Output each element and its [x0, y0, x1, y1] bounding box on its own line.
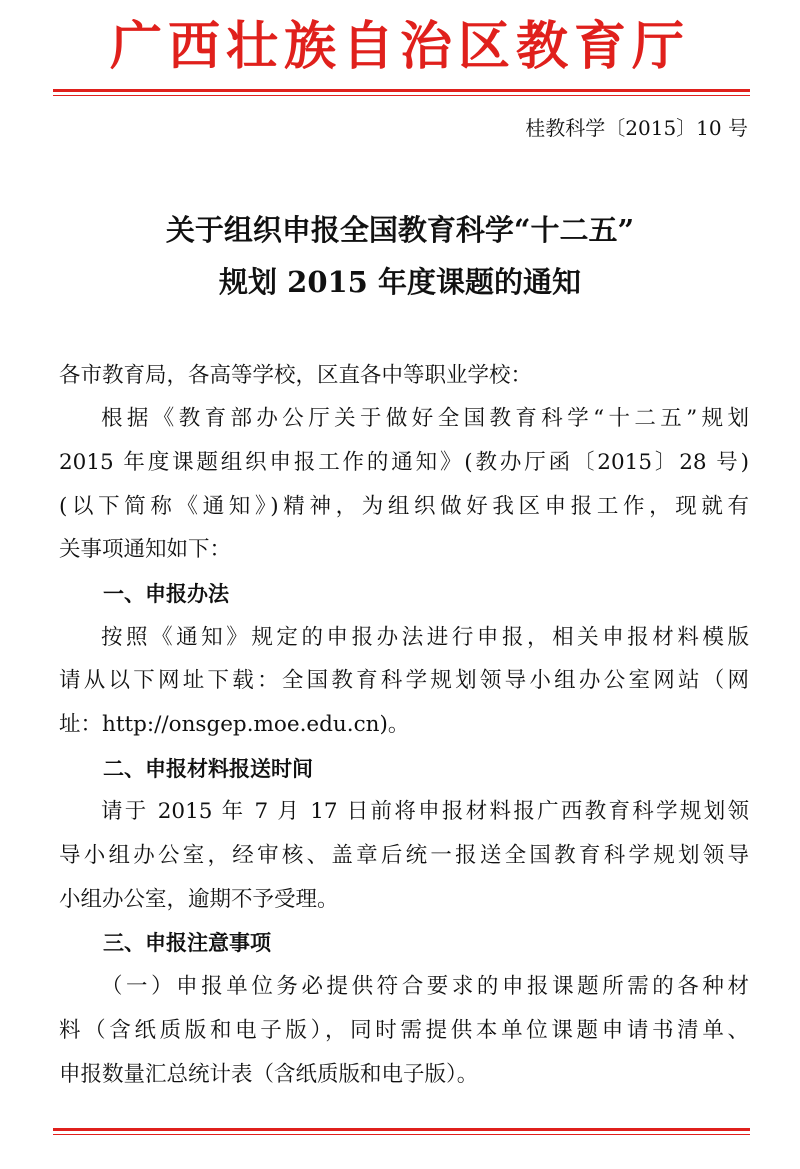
section-1-heading: 一、申报办法	[103, 582, 229, 606]
footer-red-rule-thick	[53, 1128, 750, 1131]
issuing-organization-title: 广西壮族自治区教育厅	[109, 16, 690, 77]
footer-red-rule-thin	[53, 1134, 750, 1135]
section-2-line-3: 小组办公室，逾期不予受理。	[59, 887, 339, 912]
section-3-line-1: （一）申报单位务必提供符合要求的申报课题所需的各种材	[101, 974, 749, 999]
intro-line-3: (以下简称《通知》)精神，为组织做好我区申报工作，现就有	[59, 494, 749, 519]
section-2-line-2: 导小组办公室，经审核、盖章后统一报送全国教育科学规划领导	[59, 843, 749, 868]
header-red-rule-thin	[53, 95, 750, 96]
document-title-line-2: 规划 2015 年度课题的通知	[219, 265, 581, 299]
section-3-line-3: 申报数量汇总统计表（含纸质版和电子版）。	[59, 1062, 479, 1087]
section-3-line-2: 料（含纸质版和电子版），同时需提供本单位课题申请书清单、	[59, 1018, 749, 1043]
section-1-line-3: 址：http://onsgep.moe.edu.cn)。	[59, 712, 410, 737]
document-number: 桂教科学〔2015〕10 号	[525, 116, 748, 140]
intro-line-4: 关事项通知如下：	[59, 537, 232, 562]
section-2-heading: 二、申报材料报送时间	[103, 757, 313, 781]
section-2-line-1: 请于 2015 年 7 月 17 日前将申报材料报广西教育科学规划领	[101, 799, 749, 824]
intro-line-1: 根据《教育部办公厅关于做好全国教育科学“十二五”规划	[101, 406, 749, 431]
header-red-rule-thick	[53, 89, 750, 92]
intro-line-2: 2015 年度课题组织申报工作的通知》(教办厅函〔2015〕28 号)	[59, 450, 749, 475]
section-3-heading: 三、申报注意事项	[103, 931, 271, 955]
section-1-line-1: 按照《通知》规定的申报办法进行申报，相关申报材料模版	[101, 625, 749, 650]
salutation: 各市教育局，各高等学校，区直各中等职业学校：	[59, 363, 533, 388]
document-title-line-1: 关于组织申报全国教育科学“十二五”	[165, 213, 635, 247]
section-1-line-2: 请从以下网址下载：全国教育科学规划领导小组办公室网站（网	[59, 668, 749, 693]
